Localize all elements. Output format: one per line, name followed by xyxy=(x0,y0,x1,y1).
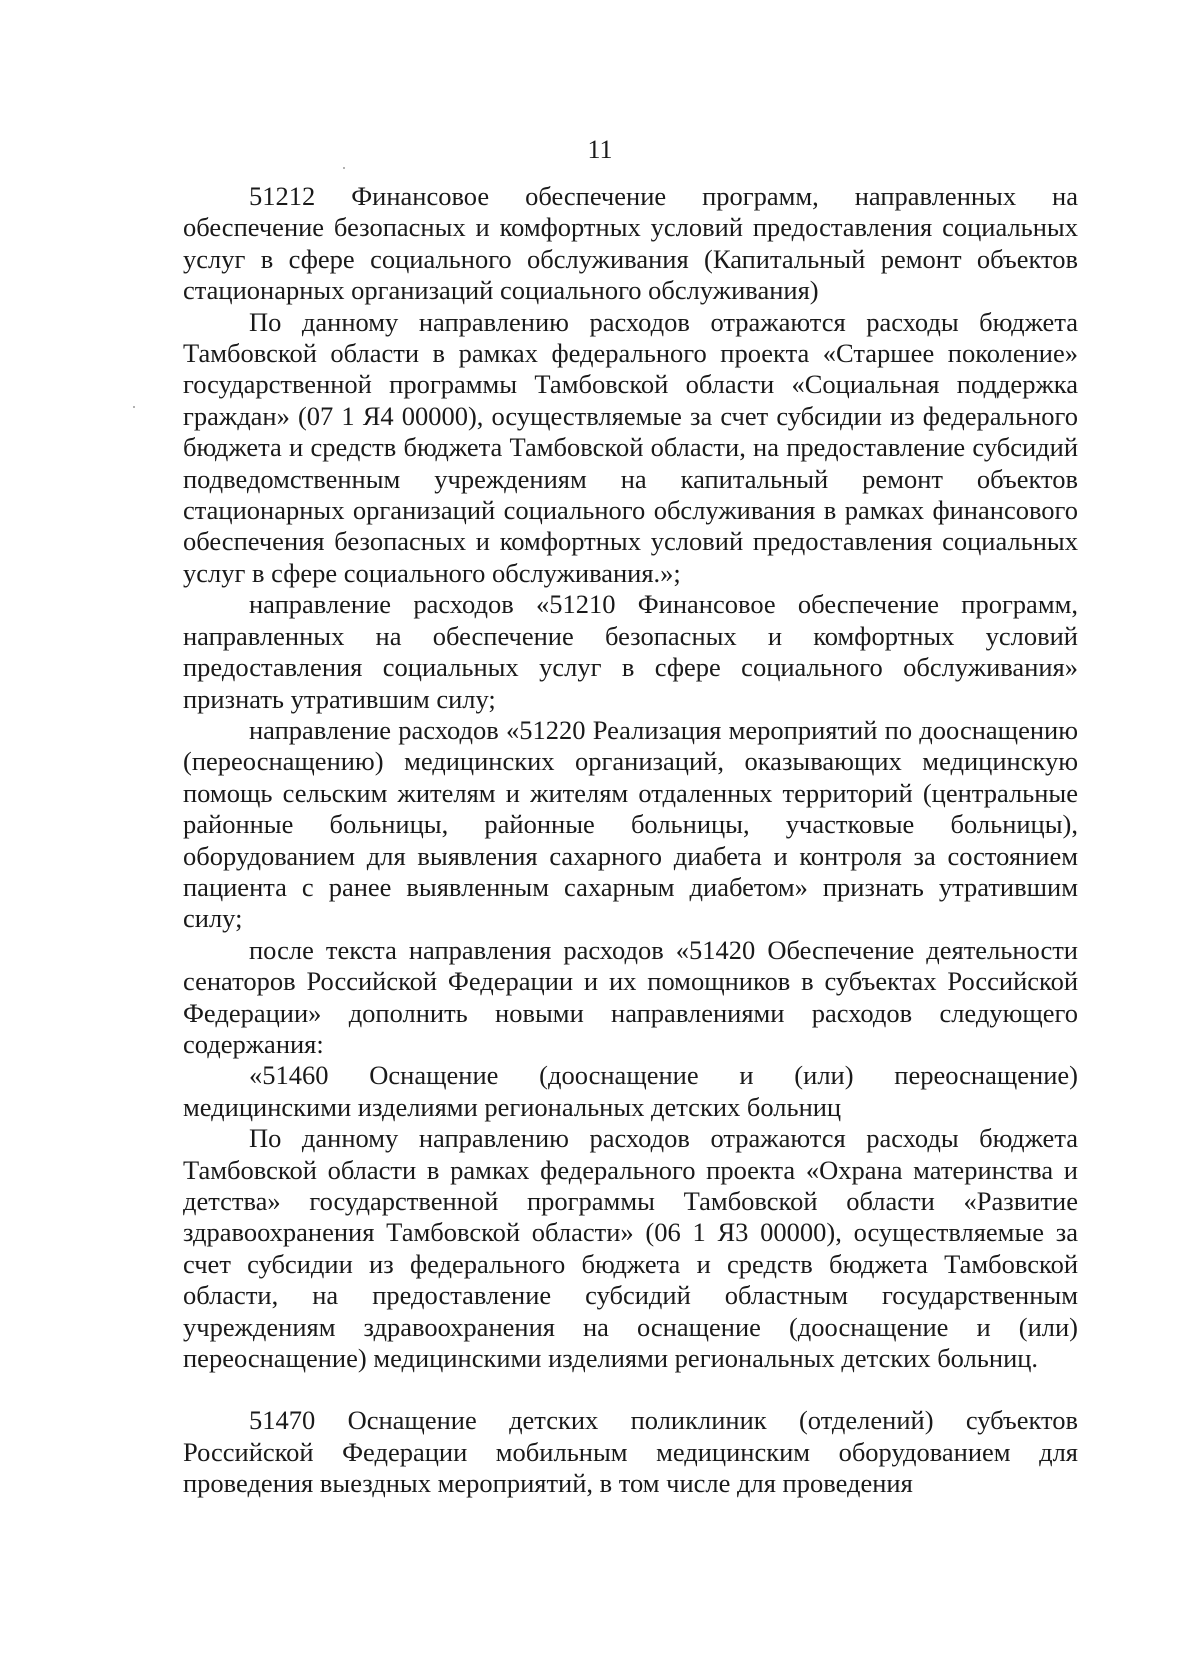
paragraph-51460-description: По данному направлению расходов отражаются расходы бюджета Тамбовской области в рамках федерального проекта «Охрана материнства и детства» государственной программы Тамбовской области «Развитие здравоохранения Тамбовской области» (06 1 Я3 00000), осуществляемые за счет субсидии из федерального бюджета и средств бюджета Тамбовской области, на предоставление субсидий областным государственным учреждениям здравоохранения на оснащение (дооснащение и (или) переоснащение) медицинскими изделиями региональных детских больниц. xyxy=(183,1123,1078,1374)
paragraph-51210-repeal: направление расходов «51210 Финансовое обеспечение программ, направленных на обеспечение безопасных и комфортных условий предоставления социальных услуг в сфере социального обслуживания» признать утратившим силу; xyxy=(183,589,1078,714)
scan-speck xyxy=(343,167,345,169)
paragraph-51212-description: По данному направлению расходов отражаются расходы бюджета Тамбовской области в рамках федерального проекта «Старшее поколение» государственной программы Тамбовской области «Социальная поддержка граждан» (07 1 Я4 00000), осуществляемые за счет субсидии из федерального бюджета и средств бюджета Тамбовской области, на предоставление субсидий подведомственным учреждениям на капитальный ремонт объектов стационарных организаций социального обслуживания в рамках финансового обеспечения безопасных и комфортных условий предоставления социальных услуг в сфере социального обслуживания.»; xyxy=(183,306,1078,588)
paragraph-51212-heading: 51212 Финансовое обеспечение программ, направленных на обеспечение безопасных и комфортных условий предоставления социальных услуг в сфере социального обслуживания (Капитальный ремонт объектов стационарных организаций социального обслуживания) xyxy=(183,181,1078,306)
paragraph-51470-heading: 51470 Оснащение детских поликлиник (отделений) субъектов Российской Федерации мобильным медицинским оборудованием для проведения выездных мероприятий, в том числе для проведения xyxy=(183,1405,1078,1499)
paragraph-51220-repeal: направление расходов «51220 Реализация мероприятий по дооснащению (переоснащению) медицинских организаций, оказывающих медицинскую помощь сельским жителям и жителям отдаленных территорий (центральные районные больницы, районные больницы, участковые больницы), оборудованием для выявления сахарного диабета и контроля за состоянием пациента с ранее выявленным сахарным диабетом» признать утратившим силу; xyxy=(183,714,1078,934)
scan-speck xyxy=(133,406,135,408)
paragraph-after-51420-insert: после текста направления расходов «51420 Обеспечение деятельности сенаторов Российской Федерации и их помощников в субъектах Российской Федерации» дополнить новыми направлениями расходов следующего содержания: xyxy=(183,934,1078,1059)
page-number: 11 xyxy=(587,135,613,164)
paragraph-51460-heading: «51460 Оснащение (дооснащение и (или) переоснащение) медицинскими изделиями региональных детских больниц xyxy=(183,1060,1078,1122)
document-body xyxy=(183,181,1078,1500)
